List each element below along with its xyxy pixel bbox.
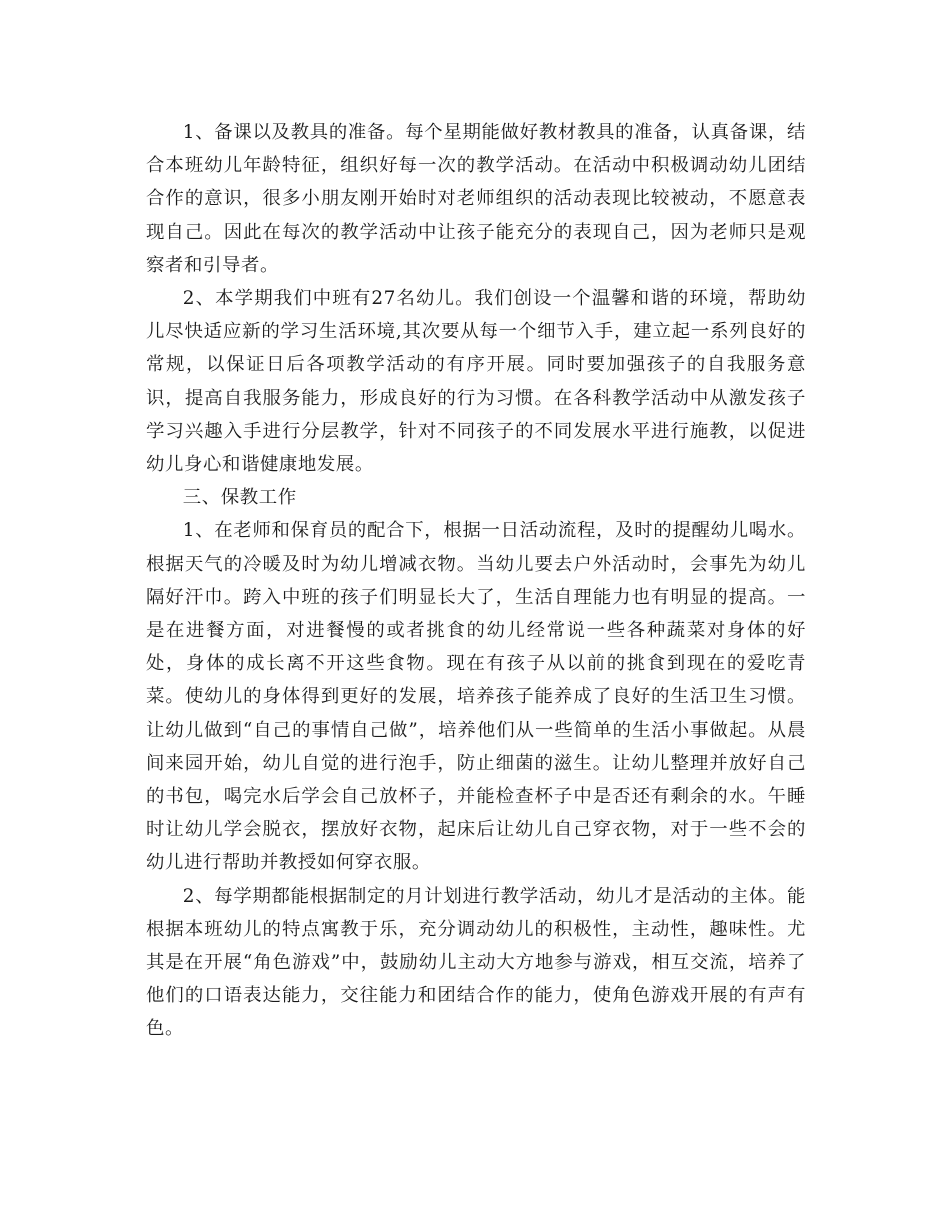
paragraph-lesson-preparation: 1、备课以及教具的准备。每个星期能做好教材教具的准备，认真备课，结合本班幼儿年龄特征，组织好每一次的教学活动。在活动中积极调动幼儿团结合作的意识，很多小朋友刚开始时对老师组织的活动表现比较被动，不愿意表现自己。因此在每次的教学活动中让孩子能充分的表现自己，因为老师只是观察者和引导者。	[146, 122, 806, 276]
paragraph-daily-care: 1、在老师和保育员的配合下，根据一日活动流程，及时的提醒幼儿喝水。根据天气的冷暖及时为幼儿增减衣物。当幼儿要去户外活动时，会事先为幼儿隔好汗巾。跨入中班的孩子们明显长大了，生活自理能力也有明显的提高。一是在进餐方面，对进餐慢的或者挑食的幼儿经常说一些各种蔬菜对身体的好处，身体的成长离不开这些食物。现在有孩子从以前的挑食到现在的爱吃青菜。使幼儿的身体得到更好的发展，培养孩子能养成了良好的生活卫生习惯。让幼儿做到“自己的事情自己做”，培养他们从一些简单的生活小事做起。从晨间来园开始，幼儿自觉的进行泡手，防止细菌的滋生。让幼儿整理并放好自己的书包，喝完水后学会自己放杯子，并能检查杯子中是否还有剩余的水。午睡时让幼儿学会脱衣，摆放好衣物，起床后让幼儿自己穿衣物，对于一些不会的幼儿进行帮助并教授如何穿衣服。	[146, 520, 806, 874]
document-body	[146, 116, 806, 1046]
paragraph-monthly-plan: 2、每学期都能根据制定的月计划进行教学活动，幼儿才是活动的主体。能根据本班幼儿的特点寓教于乐，充分调动幼儿的积极性，主动性，趣味性。尤其是在开展“角色游戏”中，鼓励幼儿主动大方地参与游戏，相互交流，培养了他们的口语表达能力，交往能力和团结合作的能力，使角色游戏开展的有声有色。	[146, 885, 806, 1040]
paragraph-class-environment: 2、本学期我们中班有27名幼儿。我们创设一个温馨和谐的环境，帮助幼儿尽快适应新的学习生活环境,其次要从每一个细节入手，建立起一系列良好的常规，以保证日后各项教学活动的有序开展。同时要加强孩子的自我服务意识，提高自我服务能力，形成良好的行为习惯。在各科教学活动中从激发孩子学习兴趣入手进行分层教学，针对不同孩子的不同发展水平进行施教，以促进幼儿身心和谐健康地发展。	[146, 288, 806, 476]
section-heading-care-education: 三、保教工作	[182, 487, 297, 509]
